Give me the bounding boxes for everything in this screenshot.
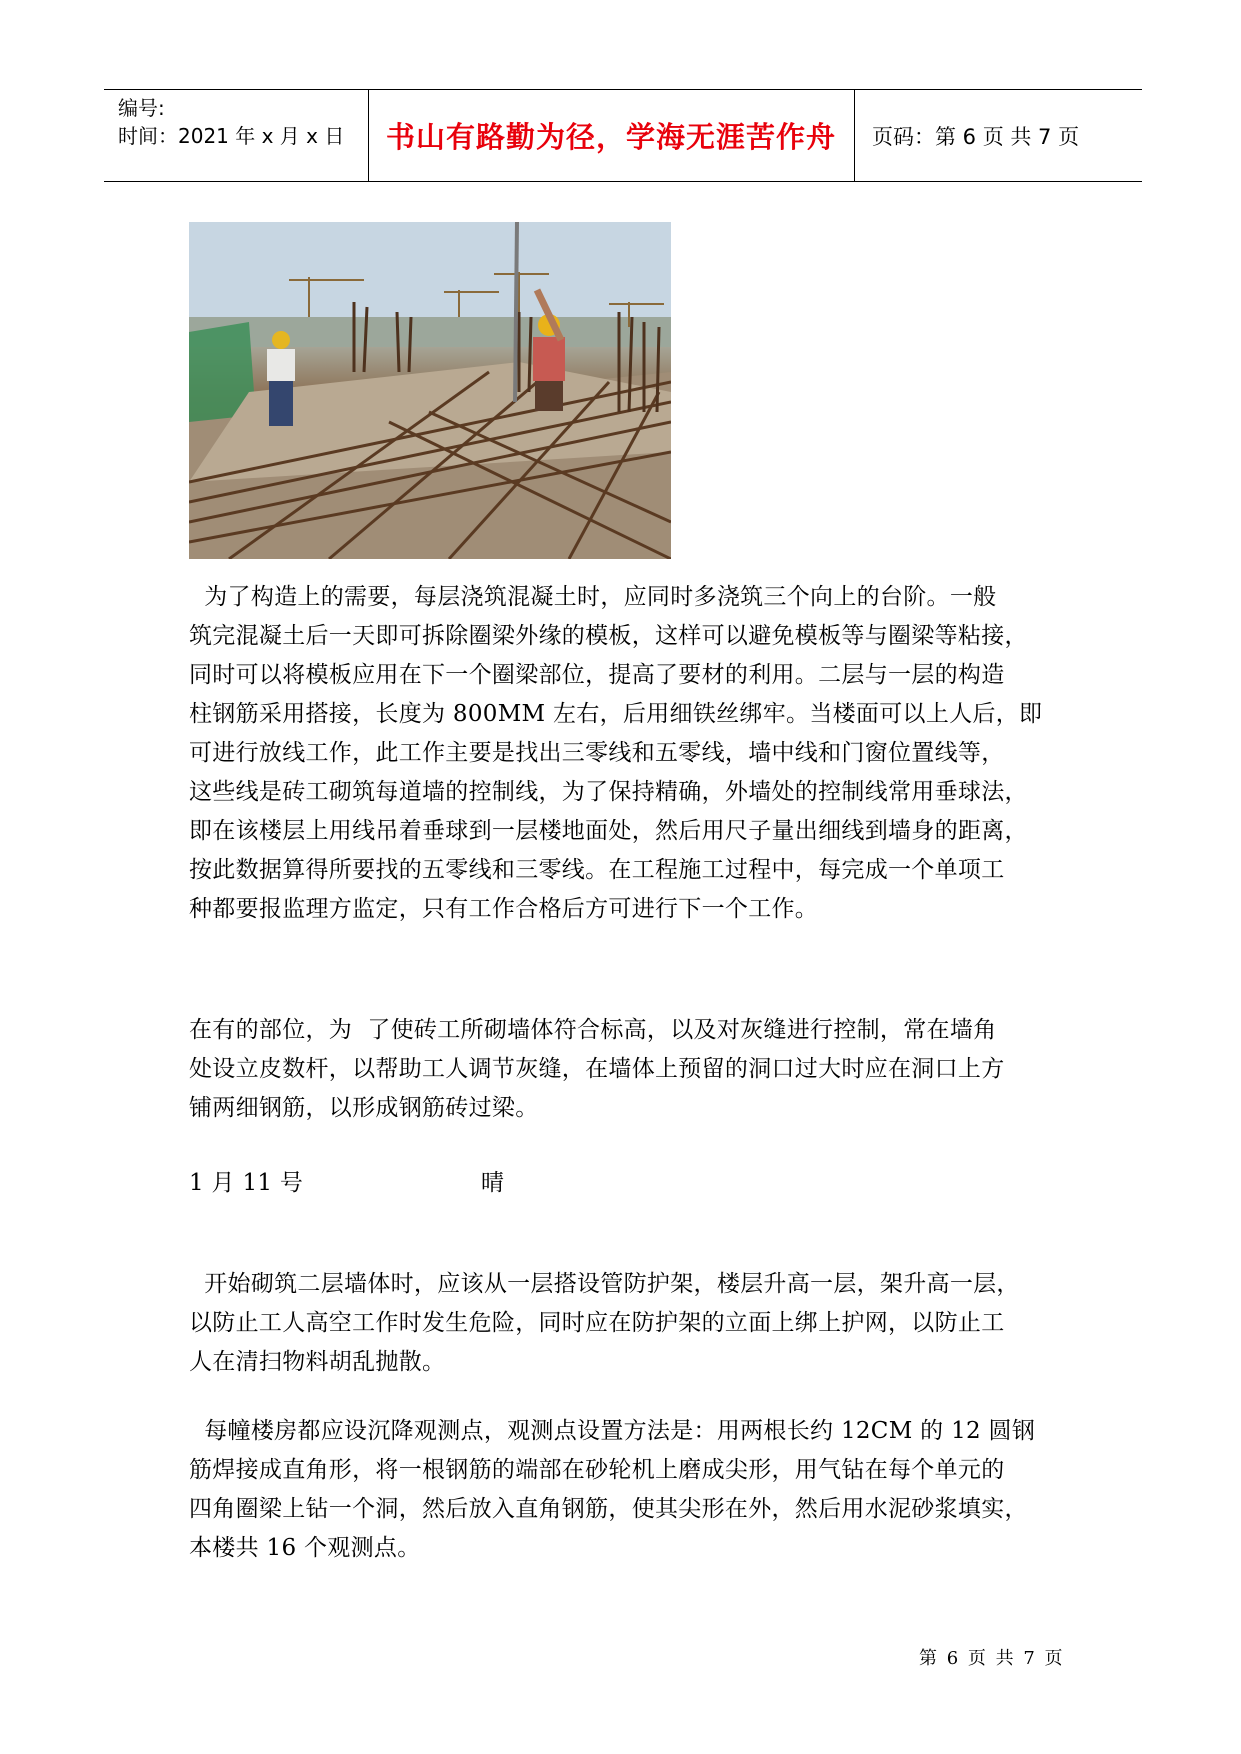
paragraph-story-pole [189, 1011, 1089, 1128]
construction-site-photo [189, 222, 671, 559]
paragraph-line: 在有的部位，为 了使砖工所砌墙体符合标高，以及对灰缝进行控制，常在墙角 [189, 1017, 997, 1043]
header-divider-right [854, 90, 855, 181]
diary-date-line [189, 1164, 1089, 1203]
construction-photo-illustration [189, 222, 671, 559]
paragraph-line: 四角圈梁上钻一个洞，然后放入直角钢筋，使其尖形在外，然后用水泥砂浆填实， [189, 1496, 1028, 1522]
paragraph-scaffold [189, 1265, 1089, 1382]
paragraph-line: 即在该楼层上用线吊着垂球到一层楼地面处，然后用尺子量出细线到墙身的距离， [189, 818, 1028, 844]
serial-label: 编号: [118, 96, 165, 120]
paragraph-line: 这些线是砖工砌筑每道墙的控制线，为了保持精确，外墙处的控制线常用垂球法， [189, 779, 1028, 805]
paragraph-line: 可进行放线工作，此工作主要是找出三零线和五零线，墙中线和门窗位置线等， [189, 740, 1005, 766]
paragraph-line: 同时可以将模板应用在下一个圈梁部位，提高了要材的利用。二层与一层的构造 [189, 662, 1005, 688]
paragraph-line: 为了构造上的需要，每层浇筑混凝土时，应同时多浇筑三个向上的台阶。一般 [189, 584, 997, 610]
paragraph-line: 按此数据算得所要找的五零线和三零线。在工程施工过程中，每完成一个单项工 [189, 857, 1005, 883]
paragraph-line: 筑完混凝土后一天即可拆除圈梁外缘的模板，这样可以避免模板等与圈梁等粘接， [189, 623, 1028, 649]
paragraph-line: 种都要报监理方监定，只有工作合格后方可进行下一个工作。 [189, 896, 819, 922]
page-footer: 第 6 页 共 7 页 [919, 1648, 1065, 1669]
diary-weather: 晴 [481, 1170, 505, 1196]
header-meta [118, 94, 344, 150]
document-header [104, 89, 1142, 182]
paragraph-line: 人在清扫物料胡乱抛散。 [189, 1349, 446, 1375]
paragraph-line: 处设立皮数杆，以帮助工人调节灰缝，在墙体上预留的洞口过大时应在洞口上方 [189, 1056, 1005, 1082]
header-page-code: 页码：第 6 页 共 7 页 [872, 124, 1080, 149]
paragraph-line: 以防止工人高空工作时发生危险，同时应在防护架的立面上绑上护网，以防止工 [189, 1310, 1005, 1336]
time-label: 时间：2021 年 x 月 x 日 [118, 124, 345, 148]
paragraph-settlement-points [189, 1412, 1089, 1568]
paragraph-line: 每幢楼房都应设沉降观测点，观测点设置方法是：用两根长约 12CM 的 12 圆钢 [189, 1418, 1036, 1444]
paragraph-line: 筋焊接成直角形，将一根钢筋的端部在砂轮机上磨成尖形，用气钻在每个单元的 [189, 1457, 1005, 1483]
paragraph-line: 铺两细钢筋，以形成钢筋砖过梁。 [189, 1095, 539, 1121]
paragraph-line: 开始砌筑二层墙体时，应该从一层搭设管防护架，楼层升高一层，架升高一层， [189, 1271, 1020, 1297]
header-motto: 书山有路勤为径，学海无涯苦作舟 [385, 120, 836, 154]
paragraph-line: 本楼共 16 个观测点。 [189, 1535, 421, 1561]
diary-date: 1 月 11 号 [189, 1170, 304, 1196]
paragraph-line: 柱钢筋采用搭接，长度为 800MM 左右，后用细铁丝绑牢。当楼面可以上人后，即 [189, 701, 1043, 727]
paragraph-formwork [189, 578, 1089, 929]
